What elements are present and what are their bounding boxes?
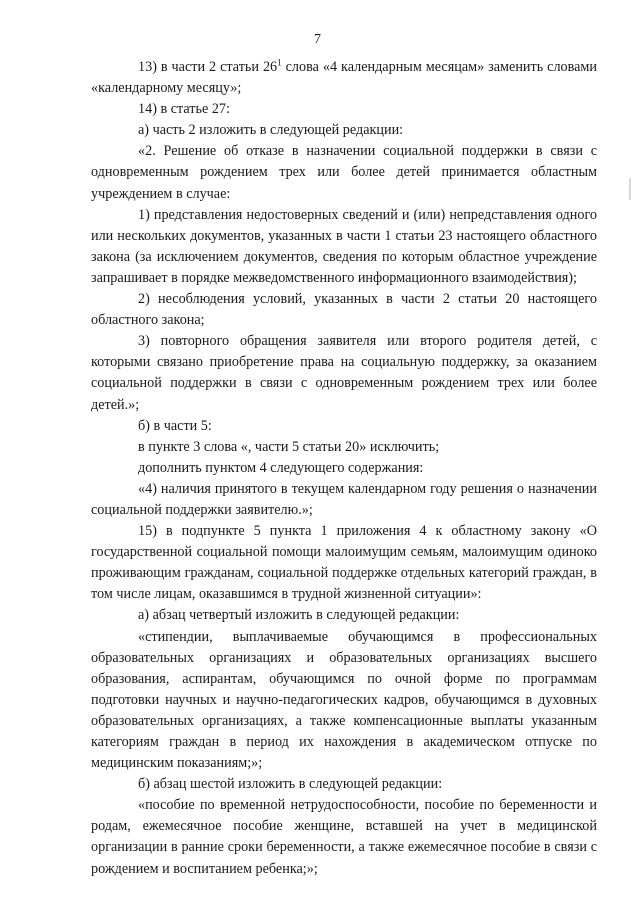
- paragraph-item-14-point-2: 2) несоблюдения условий, указанных в части 2 статьи 20 настоящего областного закона;: [91, 291, 597, 329]
- item-13-text-end: слова «4 календарным месяцам» заменить словами «календарному месяцу»;: [91, 59, 598, 97]
- paragraph-item-14-point-1: 1) представления недостоверных сведений и (или) непредставления одного или нескольких документов, указанных в части 1 статьи 23 настоящего областного закона (за исключением документов, сведения по которым областное учреждение запрашивает в порядке межведомственного информационного взаимодействия);: [91, 206, 597, 286]
- paragraph-item-13: [91, 57, 597, 99]
- item-13-text-start: 13) в части 2 статьи 26: [138, 59, 278, 75]
- paragraph-item-14-point-3: 3) повторного обращения заявителя или второго родителя детей, с которыми связано приобретение права на социальную поддержку, за оказанием социальной поддержки в связи с одновременным рождением трех или более детей.»;: [91, 333, 597, 413]
- item-13-superscript: 1: [277, 57, 282, 68]
- page-number: 7: [314, 32, 321, 47]
- paragraph-item-15-a-quote: «стипендии, выплачиваемые обучающимся в профессиональных образовательных организациях и образовательных организациях высшего образования, аспирантам, обучающимся по очной форме по программам подготовки научных и научно-педагогических кадров, обучающимся в духовных образовательных организациях, а также компенсационные выплаты указанным категориям граждан в период их нахождения в академическом отпуске по медицинским показаниям;»;: [91, 628, 597, 772]
- paragraph-item-14-a: а) часть 2 изложить в следующей редакции:: [138, 122, 404, 139]
- scan-edge-mark: [629, 178, 631, 200]
- paragraph-item-14-quote: «2. Решение об отказе в назначении социальной поддержки в связи с одновременным рождением трех или более детей принимается областным учреждением в случае:: [91, 143, 597, 202]
- paragraph-item-14-b-3: «4) наличия принятого в текущем календарном году решения о назначении социальной поддержки заявителю.»;: [91, 480, 597, 518]
- document-body: [91, 57, 597, 880]
- paragraph-item-14: 14) в статье 27:: [138, 101, 230, 118]
- paragraph-item-14-b-2: дополнить пунктом 4 следующего содержания:: [138, 459, 424, 476]
- paragraph-item-14-b-1: в пункте 3 слова «, части 5 статьи 20» исключить;: [138, 438, 440, 455]
- paragraph-item-15-b: б) абзац шестой изложить в следующей редакции:: [138, 776, 443, 793]
- paragraph-item-14-b: б) в части 5:: [138, 417, 212, 434]
- paragraph-item-15: 15) в подпункте 5 пункта 1 приложения 4 к областному закону «О государственной социальной помощи малоимущим семьям, малоимущим одиноко проживающим гражданам, социальной поддержке отдельных категорий граждан, в том числе лицам, оказавшимся в трудной жизненной ситуации»:: [91, 523, 597, 603]
- paragraph-item-15-a: а) абзац четвертый изложить в следующей редакции:: [138, 607, 460, 624]
- paragraph-item-15-b-quote: «пособие по временной нетрудоспособности, пособие по беременности и родам, ежемесячное пособие женщине, вставшей на учет в медицинской организации в ранние сроки беременности, а также ежемесячное пособие в связи с рождением и воспитанием ребенка;»;: [91, 797, 597, 877]
